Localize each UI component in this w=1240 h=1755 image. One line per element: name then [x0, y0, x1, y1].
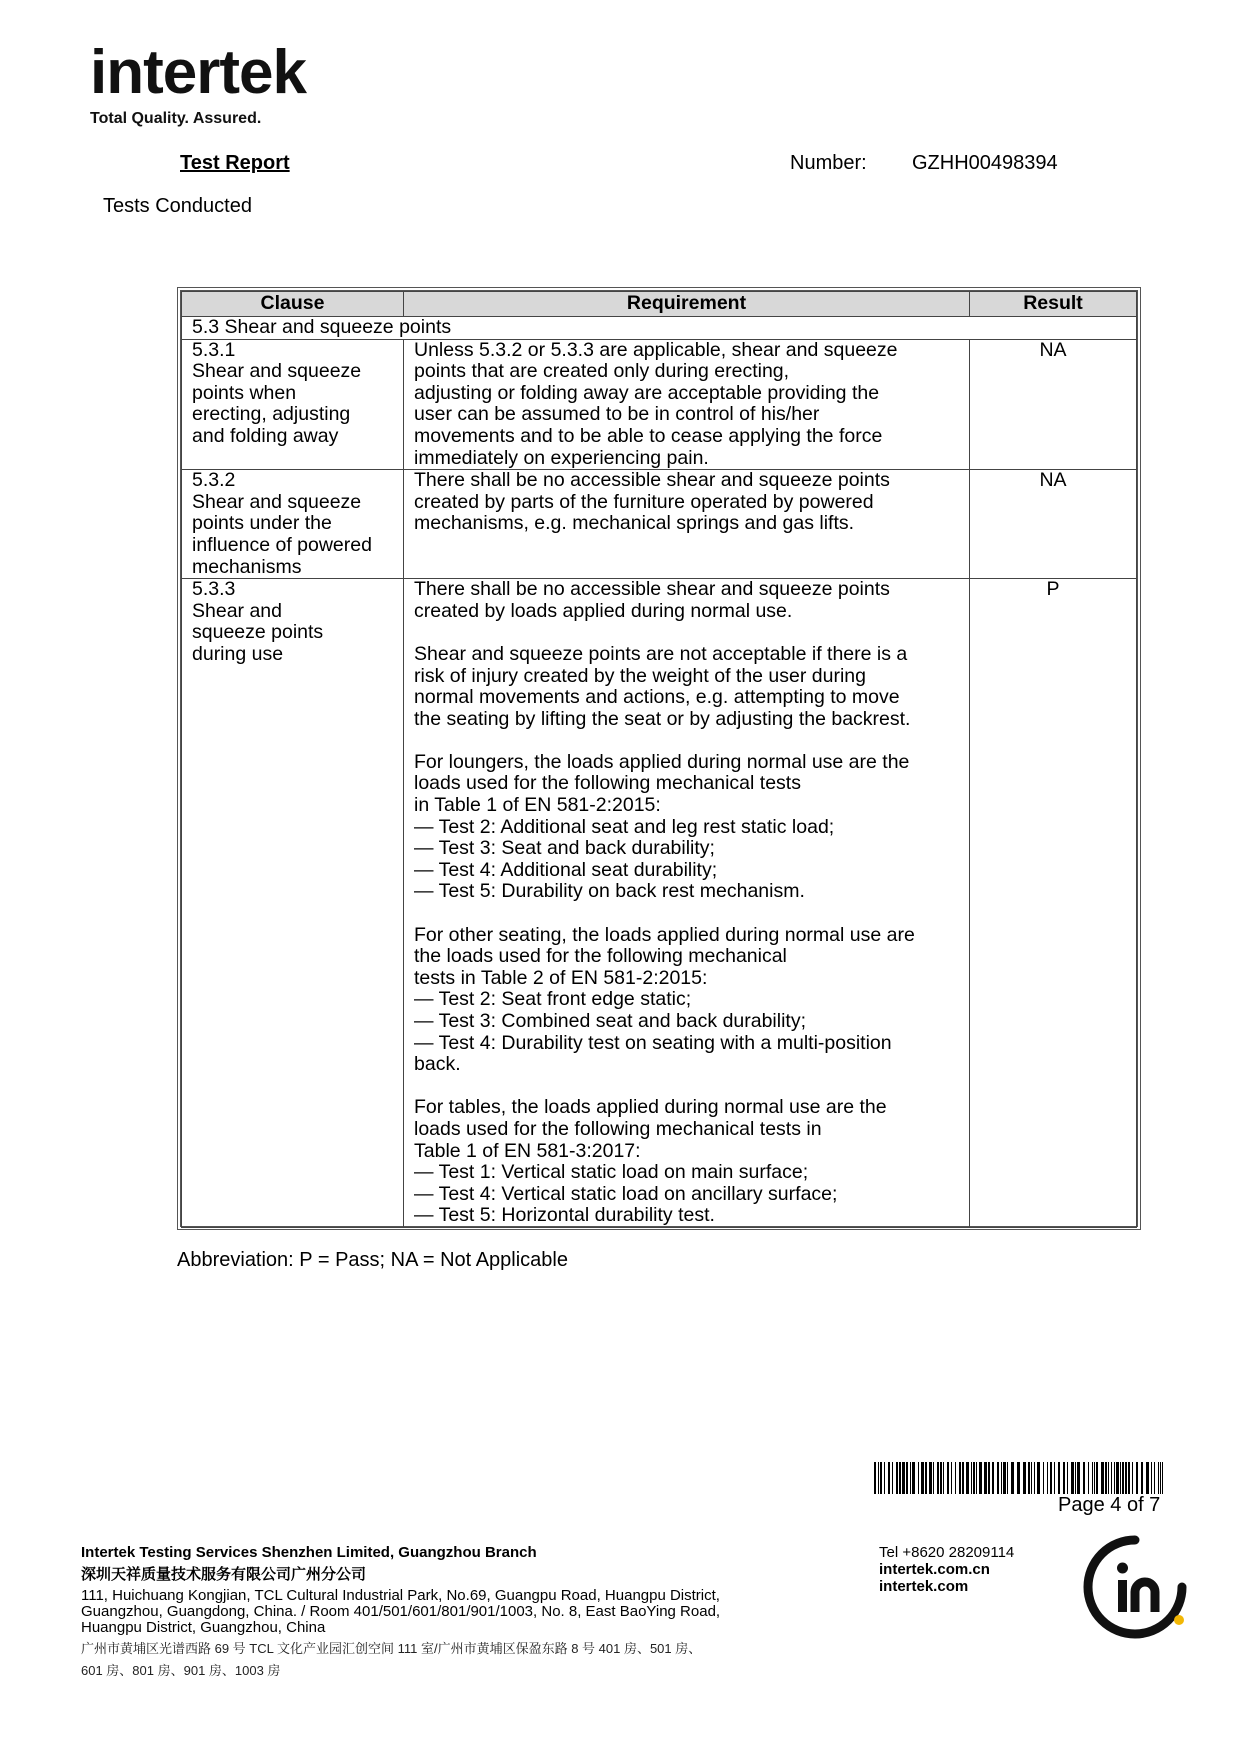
requirement-line: loads used for the following mechanical tests: [414, 772, 801, 795]
barcode-bar: [933, 1462, 934, 1494]
barcode-bar: [878, 1462, 879, 1494]
table-row: [182, 470, 1137, 579]
barcode-bar: [880, 1462, 882, 1494]
barcode-bar: [1011, 1462, 1014, 1494]
abbreviation-note: Abbreviation: P = Pass; NA = Not Applicable: [177, 1249, 568, 1271]
clause-line: erecting, adjusting: [192, 403, 351, 426]
barcode-bar: [896, 1462, 898, 1494]
section-heading: Tests Conducted: [103, 195, 252, 217]
requirement-line: normal movements and actions, e.g. attempting to move: [414, 686, 900, 709]
clause-line: squeeze points: [192, 621, 324, 644]
requirement-paragraph: [414, 752, 969, 903]
barcode-bar: [1075, 1462, 1076, 1494]
requirement-cell: [404, 579, 970, 1228]
barcode-bar: [1037, 1462, 1040, 1494]
barcode-bar: [929, 1462, 932, 1494]
barcode-bar: [1122, 1462, 1124, 1494]
barcode-bar: [1151, 1462, 1152, 1494]
barcode-bar: [910, 1462, 911, 1494]
barcode-bar: [1158, 1462, 1159, 1494]
report-number-value: GZHH00498394: [912, 152, 1058, 174]
intertek-in-logo-icon: [1082, 1534, 1188, 1640]
clause-line: Shear and squeeze: [192, 360, 362, 383]
requirement-line: For tables, the loads applied during normal use are the: [414, 1096, 887, 1119]
requirement-line: tests in Table 2 of EN 581-2:2015:: [414, 966, 708, 989]
requirement-line: — Test 1: Vertical static load on main surface;: [414, 1161, 809, 1184]
clause-line: influence of powered: [192, 533, 372, 556]
requirement-cell: [404, 339, 970, 470]
requirement-line: movements and to be able to cease applying the force: [414, 424, 883, 447]
barcode-bar: [1094, 1462, 1095, 1494]
intertek-logo: [90, 38, 350, 138]
header-result: Result: [970, 292, 1137, 317]
report-title: Test Report: [180, 152, 290, 174]
requirement-line: adjusting or folding away are acceptable providing the: [414, 381, 880, 404]
barcode-bar: [899, 1462, 901, 1494]
section-row-label: 5.3 Shear and squeeze points: [182, 317, 1137, 340]
requirement-paragraph: [414, 579, 969, 622]
address-cn-line: 601 房、801 房、901 房、1003 房: [81, 1663, 281, 1678]
clause-line: points under the: [192, 512, 332, 535]
requirement-line: — Test 3: Combined seat and back durability;: [414, 1010, 807, 1032]
result-cell: NA: [970, 470, 1137, 579]
barcode-bar: [1003, 1462, 1006, 1494]
website-cn-link[interactable]: intertek.com.cn: [879, 1561, 990, 1578]
header-clause: Clause: [182, 292, 404, 317]
barcode-bar: [973, 1462, 975, 1494]
barcode-bar: [979, 1462, 982, 1494]
barcode-bar: [1023, 1462, 1026, 1494]
barcode-bar: [1096, 1462, 1098, 1494]
barcode-bar: [1128, 1462, 1130, 1494]
result-cell: NA: [970, 339, 1137, 470]
barcode-bar: [940, 1462, 942, 1494]
barcode-bar: [937, 1462, 939, 1494]
report-number-label: Number:: [790, 152, 867, 174]
clause-line: mechanisms: [192, 555, 302, 578]
barcode-bar: [992, 1462, 994, 1494]
requirement-line: There shall be no accessible shear and squeeze points: [414, 578, 890, 601]
barcode-bar: [971, 1462, 972, 1494]
barcode-bar: [1007, 1462, 1008, 1494]
barcode-bar: [1105, 1462, 1107, 1494]
company-name: Intertek Testing Services Shenzhen Limited, Guangzhou Branch: [81, 1544, 537, 1561]
requirement-line: — Test 4: Vertical static load on ancillary surface;: [414, 1182, 838, 1205]
barcode-bar: [874, 1462, 876, 1494]
barcode-bar: [1031, 1462, 1032, 1494]
barcode-bar: [959, 1462, 961, 1494]
barcode-bar: [1114, 1462, 1115, 1494]
requirement-paragraph: [414, 644, 969, 730]
requirement-line: back.: [414, 1053, 461, 1076]
barcode-icon: [874, 1462, 1166, 1494]
barcode-bar: [918, 1462, 919, 1494]
requirement-line: There shall be no accessible shear and squeeze points: [414, 469, 890, 492]
requirement-line: created by loads applied during normal use.: [414, 599, 793, 622]
clause-line: Shear and squeeze: [192, 490, 362, 513]
requirement-line: created by parts of the furniture operated by powered: [414, 490, 874, 513]
clause-line: 5.3.3: [192, 578, 236, 601]
barcode-bar: [1001, 1462, 1002, 1494]
barcode-bar: [955, 1462, 956, 1494]
telephone: Tel +8620 28209114: [879, 1544, 1015, 1561]
barcode-bar: [925, 1462, 927, 1494]
barcode-bar: [1043, 1462, 1044, 1494]
barcode-bar: [1083, 1462, 1085, 1494]
requirement-line: Table 1 of EN 581-3:2017:: [414, 1139, 641, 1162]
barcode-bar: [988, 1462, 990, 1494]
requirement-line: — Test 5: Horizontal durability test.: [414, 1204, 715, 1227]
requirement-line: — Test 5: Durability on back rest mechanism.: [414, 880, 805, 903]
barcode-bar: [1141, 1462, 1143, 1494]
barcode-bar: [962, 1462, 964, 1494]
requirement-paragraph: [414, 470, 969, 535]
barcode-bar: [1136, 1462, 1138, 1494]
company-name-cn: 深圳天祥质量技术服务有限公司广州分公司: [81, 1566, 367, 1583]
barcode-bar: [1101, 1462, 1104, 1494]
requirement-line: loads used for the following mechanical tests in: [414, 1117, 822, 1140]
barcode-bar: [997, 1462, 999, 1494]
barcode-bar: [1160, 1462, 1161, 1494]
page-number: Page 4 of 7: [1058, 1494, 1161, 1516]
requirement-line: For loungers, the loads applied during normal use are the: [414, 750, 910, 773]
barcode-bar: [1132, 1462, 1133, 1494]
clause-line: 5.3.2: [192, 469, 236, 492]
requirement-paragraph: [414, 340, 969, 470]
address-line: Huangpu District, Guangzhou, China: [81, 1619, 326, 1636]
clause-cell: [182, 579, 404, 1228]
barcode-bar: [1058, 1462, 1060, 1494]
clause-cell: [182, 339, 404, 470]
barcode-bar: [943, 1462, 944, 1494]
barcode-bar: [892, 1462, 893, 1494]
requirement-line: — Test 3: Seat and back durability;: [414, 837, 715, 860]
address-line: Guangzhou, Guangdong, China. / Room 401/501/601/801/901/1003, No. 8, East BaoYing Road,: [81, 1603, 721, 1620]
requirement-line: immediately on experiencing pain.: [414, 446, 709, 469]
tests-table: [177, 287, 1141, 1230]
barcode-bar: [1120, 1462, 1121, 1494]
barcode-bar: [902, 1462, 905, 1494]
clause-line: 5.3.1: [192, 338, 236, 361]
barcode-bar: [1146, 1462, 1149, 1494]
barcode-bar: [1028, 1462, 1030, 1494]
company-address-cn: [81, 1638, 741, 1682]
barcode-bar: [1092, 1462, 1093, 1494]
table-row: [182, 579, 1137, 1228]
barcode-bar: [921, 1462, 924, 1494]
requirement-line: Shear and squeeze points are not acceptable if there is a: [414, 642, 908, 665]
requirement-line: Unless 5.3.2 or 5.3.3 are applicable, shear and squeeze: [414, 338, 898, 361]
section-row: [182, 317, 1137, 340]
clause-cell: [182, 470, 404, 579]
table-row: [182, 339, 1137, 470]
barcode-bar: [984, 1462, 987, 1494]
requirement-line: — Test 4: Additional seat durability;: [414, 858, 718, 881]
barcode-bar: [1054, 1462, 1055, 1494]
table-header-row: [182, 292, 1137, 317]
clause-line: and folding away: [192, 424, 339, 447]
barcode-bar: [888, 1462, 890, 1494]
contact-info: [879, 1544, 1014, 1595]
barcode-bar: [1116, 1462, 1119, 1494]
barcode-bar: [1063, 1462, 1065, 1494]
address-line: 111, Huichuang Kongjian, TCL Cultural Industrial Park, No.69, Guangpu Road, Huangpu District,: [81, 1587, 720, 1604]
barcode-bar: [1108, 1462, 1109, 1494]
header-requirement: Requirement: [404, 292, 970, 317]
requirement-cell: [404, 470, 970, 579]
website-link[interactable]: intertek.com: [879, 1578, 969, 1595]
barcode-bar: [1034, 1462, 1035, 1494]
requirement-line: the seating by lifting the seat or by adjusting the backrest.: [414, 707, 911, 730]
barcode-bar: [1071, 1462, 1074, 1494]
clause-line: during use: [192, 642, 284, 665]
requirement-line: the loads used for the following mechanical: [414, 945, 787, 968]
requirement-line: — Test 2: Additional seat and leg rest static load;: [414, 815, 835, 838]
requirement-line: in Table 1 of EN 581-2:2015:: [414, 794, 661, 817]
result-cell: P: [970, 579, 1137, 1228]
requirement-line: — Test 4: Durability test on seating with a multi-position: [414, 1031, 892, 1054]
barcode-bar: [1154, 1462, 1155, 1494]
requirement-line: points that are created only during erecting,: [414, 360, 790, 383]
requirement-line: risk of injury created by the weight of the user during: [414, 664, 866, 687]
requirement-paragraph: [414, 925, 969, 1076]
requirement-line: For other seating, the loads applied during normal use are: [414, 923, 915, 946]
barcode-bar: [1088, 1462, 1089, 1494]
clause-line: points when: [192, 381, 297, 404]
barcode-bar: [976, 1462, 977, 1494]
company-address: [81, 1588, 751, 1636]
barcode-bar: [884, 1462, 885, 1494]
requirement-paragraph: [414, 1097, 969, 1227]
barcode-bar: [1162, 1462, 1163, 1494]
address-cn-line: 广州市黄埔区光谱西路 69 号 TCL 文化产业园汇创空间 111 室/广州市黄埔区保盈东路 8 号 401 房、501 房、: [81, 1641, 702, 1656]
logo-tagline: Total Quality. Assured.: [90, 110, 262, 127]
barcode-bar: [1125, 1462, 1127, 1494]
requirement-line: mechanisms, e.g. mechanical springs and gas lifts.: [414, 512, 855, 535]
barcode-bar: [912, 1462, 915, 1494]
barcode-bar: [1047, 1462, 1048, 1494]
barcode-bar: [1017, 1462, 1020, 1494]
requirement-line: — Test 2: Seat front edge static;: [414, 988, 692, 1011]
clause-line: Shear and: [192, 599, 282, 622]
barcode-bar: [1067, 1462, 1068, 1494]
barcode-bar: [947, 1462, 949, 1494]
requirement-line: user can be assumed to be in control of his/her: [414, 403, 820, 426]
barcode-bar: [951, 1462, 952, 1494]
barcode-bar: [906, 1462, 908, 1494]
barcode-bar: [1111, 1462, 1112, 1494]
barcode-bar: [1050, 1462, 1052, 1494]
logo-wordmark: intertek: [90, 38, 306, 107]
barcode-bar: [1077, 1462, 1080, 1494]
barcode-bar: [966, 1462, 969, 1494]
